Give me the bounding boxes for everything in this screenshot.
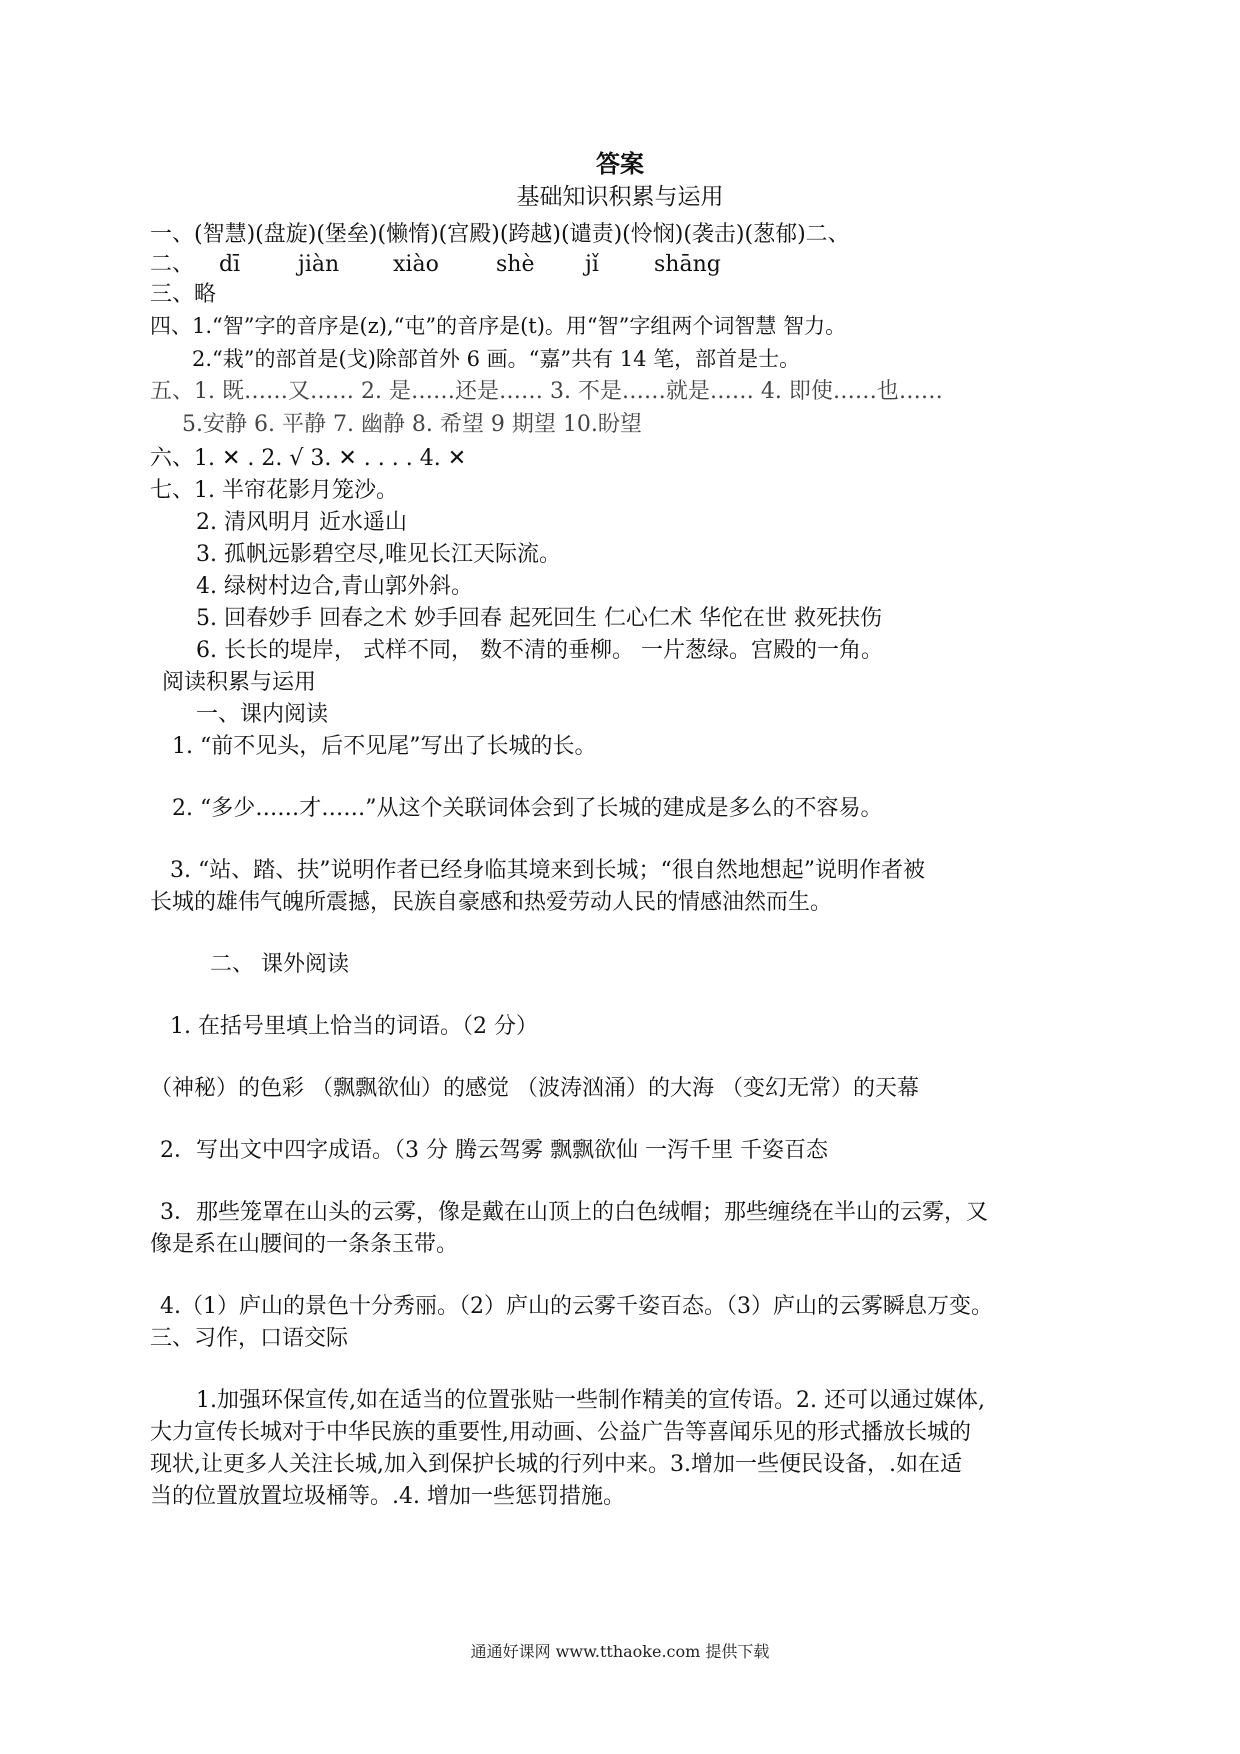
outclass-question-1: 1. 在括号里填上恰当的词语。（2 分） (170, 1014, 538, 1039)
pinyin-item: dī (219, 252, 241, 277)
answer-q7-4: 4. 绿树村边合,青山郭外斜。 (196, 574, 473, 599)
inclass-answer-2: 2. “多少……才……”从这个关联词体会到了长城的建成是多么的不容易。 (172, 796, 883, 821)
section-title-reading: 阅读积累与运用 (162, 670, 317, 695)
answer-q2 (150, 250, 721, 280)
outclass-answer-1: （神秘）的色彩 （飘飘欲仙）的感觉 （波涛汹涌）的大海 （变幻无常）的天幕 (150, 1076, 919, 1101)
answer-q4-1: 四、1.“智”字的音序是(z),“屯”的音序是(t)。用“智”字组两个词智慧 智力。 (150, 314, 847, 338)
writing-answer-line: 大力宣传长城对于中华民族的重要性,用动画、公益广告等喜闻乐见的形式播放长城的 (150, 1420, 971, 1445)
inclass-answer-3: 3. “站、踏、扶”说明作者已经身临其境来到长城；“很自然地想起”说明作者被 (170, 858, 925, 883)
inclass-answer-1: 1. “前不见头，后不见尾”写出了长城的长。 (172, 734, 597, 759)
answer-q7-2: 2. 清风明月 近水遥山 (196, 510, 407, 535)
answer-q5-2: 5.安静 6. 平静 7. 幽静 8. 希望 9 期望 10.盼望 (182, 412, 642, 437)
writing-answer-line: 当的位置放置垃圾桶等。.4. 增加一些惩罚措施。 (150, 1484, 625, 1509)
answer-q7-3: 3. 孤帆远影碧空尽,唯见长江天际流。 (196, 542, 561, 567)
answer-q6: 六、1. ✕ . 2. √ 3. ✕ . . . . 4. ✕ (150, 446, 467, 471)
writing-answer-line: 现状,让更多人关注长城,加入到保护长城的行列中来。3.增加一些便民设备，.如在适 (150, 1452, 962, 1477)
answer-q3: 三、略 (150, 282, 217, 307)
outclass-answer-3: 3．那些笼罩在山头的云雾，像是戴在山顶上的白色绒帽；那些缠绕在半山的云雾，又 (160, 1200, 988, 1225)
subsection-outclass: 二、 课外阅读 (210, 952, 349, 977)
inclass-answer-3-cont: 长城的雄伟气魄所震撼，民族自豪感和热爱劳动人民的情感油然而生。 (150, 890, 833, 915)
writing-answer-line: 1.加强环保宣传,如在适当的位置张贴一些制作精美的宣传语。2. 还可以通过媒体, (196, 1388, 985, 1413)
subsection-inclass: 一、课内阅读 (196, 702, 329, 727)
answer-q7-1: 七、1. 半帘花影月笼沙。 (150, 478, 398, 503)
pinyin-item: shè (496, 252, 535, 277)
answer-q2-label: 二、 (150, 252, 195, 277)
outclass-answer-3-cont: 像是系在山腰间的一条条玉带。 (150, 1232, 459, 1257)
page-footer: 通通好课网 www.tthaoke.com 提供下载 (470, 1642, 770, 1661)
answer-q7-5: 5. 回春妙手 回春之术 妙手回春 起死回生 仁心仁术 华佗在世 救死扶伤 (196, 606, 882, 631)
pinyin-item: jiàn (298, 252, 340, 277)
section-title-writing: 三、习作，口语交际 (150, 1326, 349, 1351)
answer-q5-1: 五、1. 既……又…… 2. 是……还是…… 3. 不是……就是…… 4. 即使……也…… (150, 379, 943, 404)
outclass-answer-2: 2．写出文中四字成语。（3 分 腾云驾雾 飘飘欲仙 一泻千里 千姿百态 (160, 1138, 828, 1163)
pinyin-item: xiào (393, 252, 439, 277)
answer-q7-6: 6. 长长的堤岸， 式样不同， 数不清的垂柳。 一片葱绿。宫殿的一角。 (196, 638, 883, 663)
answer-q4-2: 2.“栽”的部首是(戈)除部首外 6 画。“嘉”共有 14 笔，部首是士。 (192, 347, 801, 371)
pinyin-item: jǐ (585, 252, 599, 277)
page-title: 答案 (596, 149, 644, 178)
section-title-basics: 基础知识积累与运用 (516, 184, 724, 210)
outclass-answer-4: 4.（1）庐山的景色十分秀丽。（2）庐山的云雾千姿百态。（3）庐山的云雾瞬息万变。 (160, 1294, 993, 1319)
pinyin-item: shāng (654, 252, 721, 277)
answer-q1: 一、(智慧)(盘旋)(堡垒)(懒惰)(宫殿)(跨越)(谴责)(怜悯)(袭击)(葱郁)二、 (150, 222, 850, 247)
